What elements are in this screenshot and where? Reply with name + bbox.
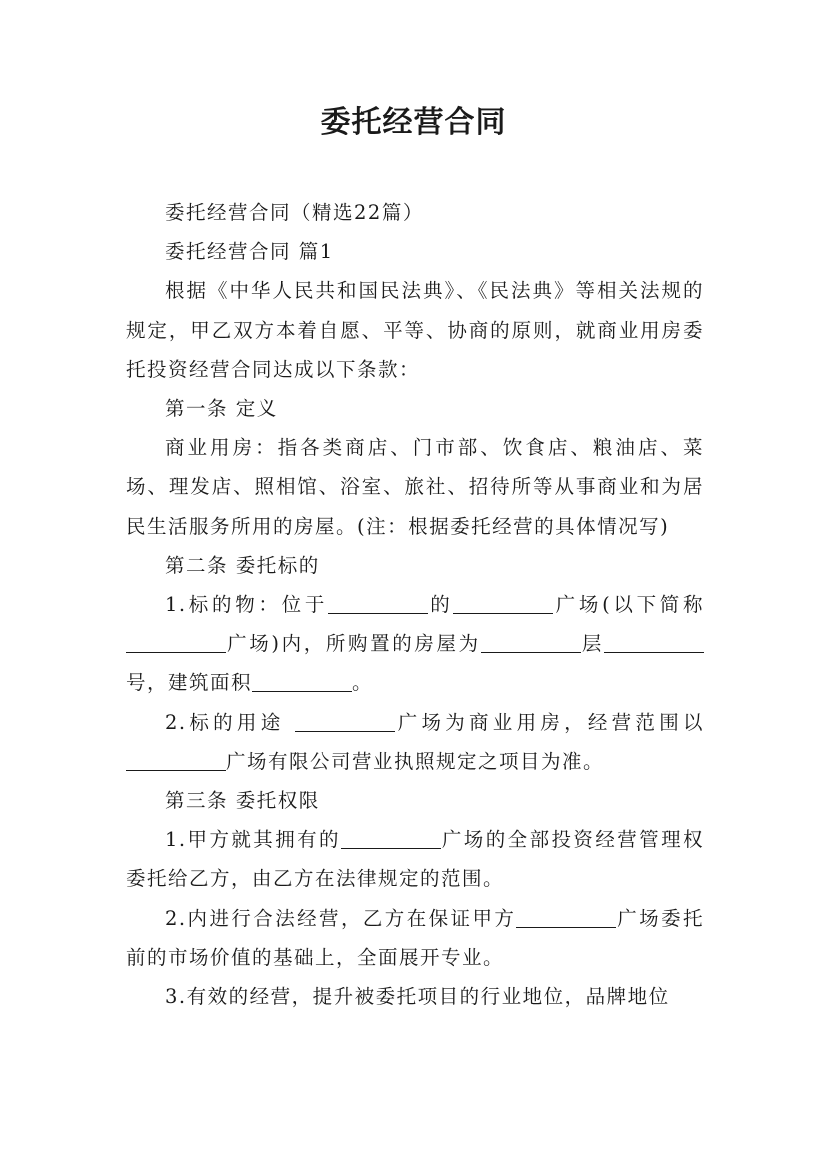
article-3-item-1 [126, 820, 704, 898]
text-segment: 层 [580, 632, 604, 656]
text-segment: 。 [352, 671, 374, 695]
text-segment: 广场)内，所购置的房屋为 [226, 632, 481, 656]
intro-paragraph: 根据《中华人民共和国民法典》、《民法典》等相关法规的规定，甲乙双方本着自愿、平等、协商的原则，就商业用房委托投资经营合同达成以下条款： [126, 279, 704, 381]
text-segment: 广场有限公司营业执照规定之项目为准。 [226, 749, 605, 773]
document-body [126, 193, 704, 1016]
text-segment: 号，建筑面积 [126, 671, 253, 695]
article-2-item-1 [126, 585, 704, 703]
fill-blank [453, 593, 553, 614]
fill-blank [295, 710, 395, 731]
text-segment: 广场的全部投资经营管理权委托给乙方，由乙方在法律规定的范围。 [126, 828, 704, 891]
text-segment: 广场为商业用房，经营范围以 [394, 710, 704, 734]
section-heading: 委托经营合同 篇1 [165, 240, 334, 264]
article-3-item-3: 3.有效的经营，提升被委托项目的行业地位，品牌地位 [165, 985, 670, 1009]
article-3-heading: 第三条 委托权限 [165, 789, 320, 813]
fill-blank [126, 749, 226, 770]
article-2-heading: 第二条 委托标的 [165, 553, 320, 577]
article-2-item-2 [126, 703, 704, 781]
fill-blank [328, 593, 428, 614]
text-segment: 2.内进行合法经营，乙方在保证甲方 [165, 906, 517, 930]
fill-blank [516, 906, 616, 927]
article-1-heading: 第一条 定义 [165, 397, 278, 421]
fill-blank [604, 632, 704, 653]
document-title: 委托经营合同 [320, 105, 507, 140]
document-subtitle: 委托经营合同（精选22篇） [165, 201, 424, 224]
text-segment: 的 [428, 593, 454, 617]
article-1-text: 商业用房：指各类商店、门市部、饮食店、粮油店、菜场、理发店、照相馆、浴室、旅社、招待所等从事商业和为居民生活服务所用的房屋。(注：根据委托经营的具体情况写) [126, 436, 704, 538]
fill-blank [481, 632, 581, 653]
text-segment: 1.甲方就其拥有的 [165, 828, 341, 852]
text-segment: 广场委托前的市场价值的基础上，全面展开专业。 [126, 906, 704, 969]
text-segment: 1.标的物：位于 [165, 593, 329, 617]
fill-blank [252, 671, 352, 692]
article-3-item-2 [126, 899, 704, 977]
fill-blank [341, 828, 441, 849]
text-segment: 广场(以下简称 [553, 593, 705, 617]
text-segment: 2.标的用途 [165, 710, 295, 734]
fill-blank [126, 632, 226, 653]
